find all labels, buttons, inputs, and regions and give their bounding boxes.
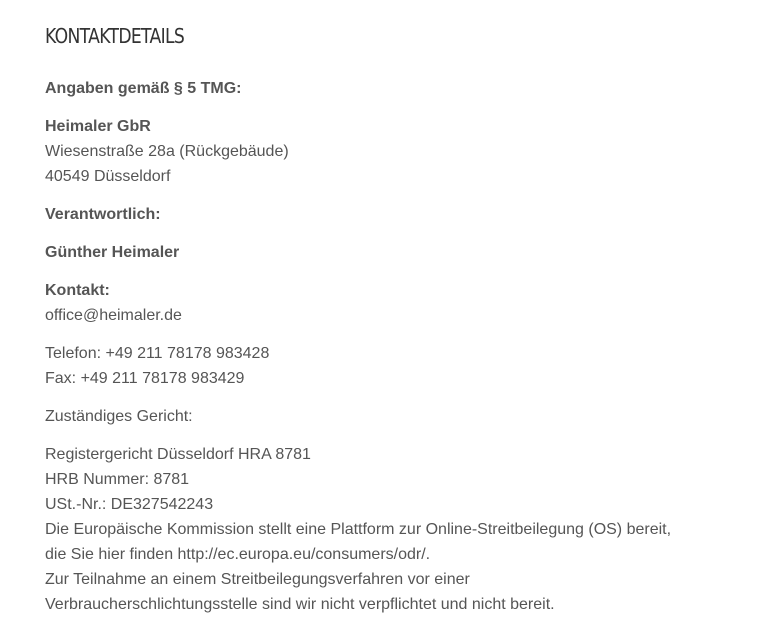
contact-label: Kontakt: — [45, 282, 110, 299]
company-address-block — [45, 114, 745, 189]
company-street: Wiesenstraße 28a (Rückgebäude) — [45, 143, 289, 160]
dispute-text-line-2: die Sie hier finden http://ec.europa.eu/consumers/odr/. — [45, 546, 431, 563]
imprint-content — [45, 22, 745, 630]
dispute-text-line-3: Zur Teilnahme an einem Streitbeilegungsverfahren vor einer — [45, 571, 470, 588]
dispute-text-line-4: Verbraucherschlichtungsstelle sind wir nicht verpflichtet und nicht bereit. — [45, 596, 555, 613]
fax-number: Fax: +49 211 78178 983429 — [45, 370, 245, 387]
court-block — [45, 442, 745, 617]
hrb-number: HRB Nummer: 8781 — [45, 471, 190, 488]
register-court: Registergericht Düsseldorf HRA 8781 — [45, 446, 311, 463]
phone-block — [45, 341, 745, 391]
responsible-label: Verantwortlich: — [45, 206, 161, 223]
phone-number: Telefon: +49 211 78178 983428 — [45, 345, 270, 362]
page-title: KONTAKTDETAILS — [45, 24, 185, 48]
email-link[interactable]: office@heimaler.de — [45, 307, 182, 324]
company-name: Heimaler GbR — [45, 118, 151, 135]
vat-number: USt.-Nr.: DE327542243 — [45, 496, 214, 513]
court-label: Zuständiges Gericht: — [45, 408, 193, 425]
contact-block — [45, 278, 745, 328]
company-city: 40549 Düsseldorf — [45, 168, 171, 185]
responsible-name: Günther Heimaler — [45, 244, 180, 261]
dispute-text-line-1: Die Europäische Kommission stellt eine Plattform zur Online-Streitbeilegung (OS) bereit, — [45, 521, 672, 538]
tmg-label: Angaben gemäß § 5 TMG: — [45, 80, 242, 97]
